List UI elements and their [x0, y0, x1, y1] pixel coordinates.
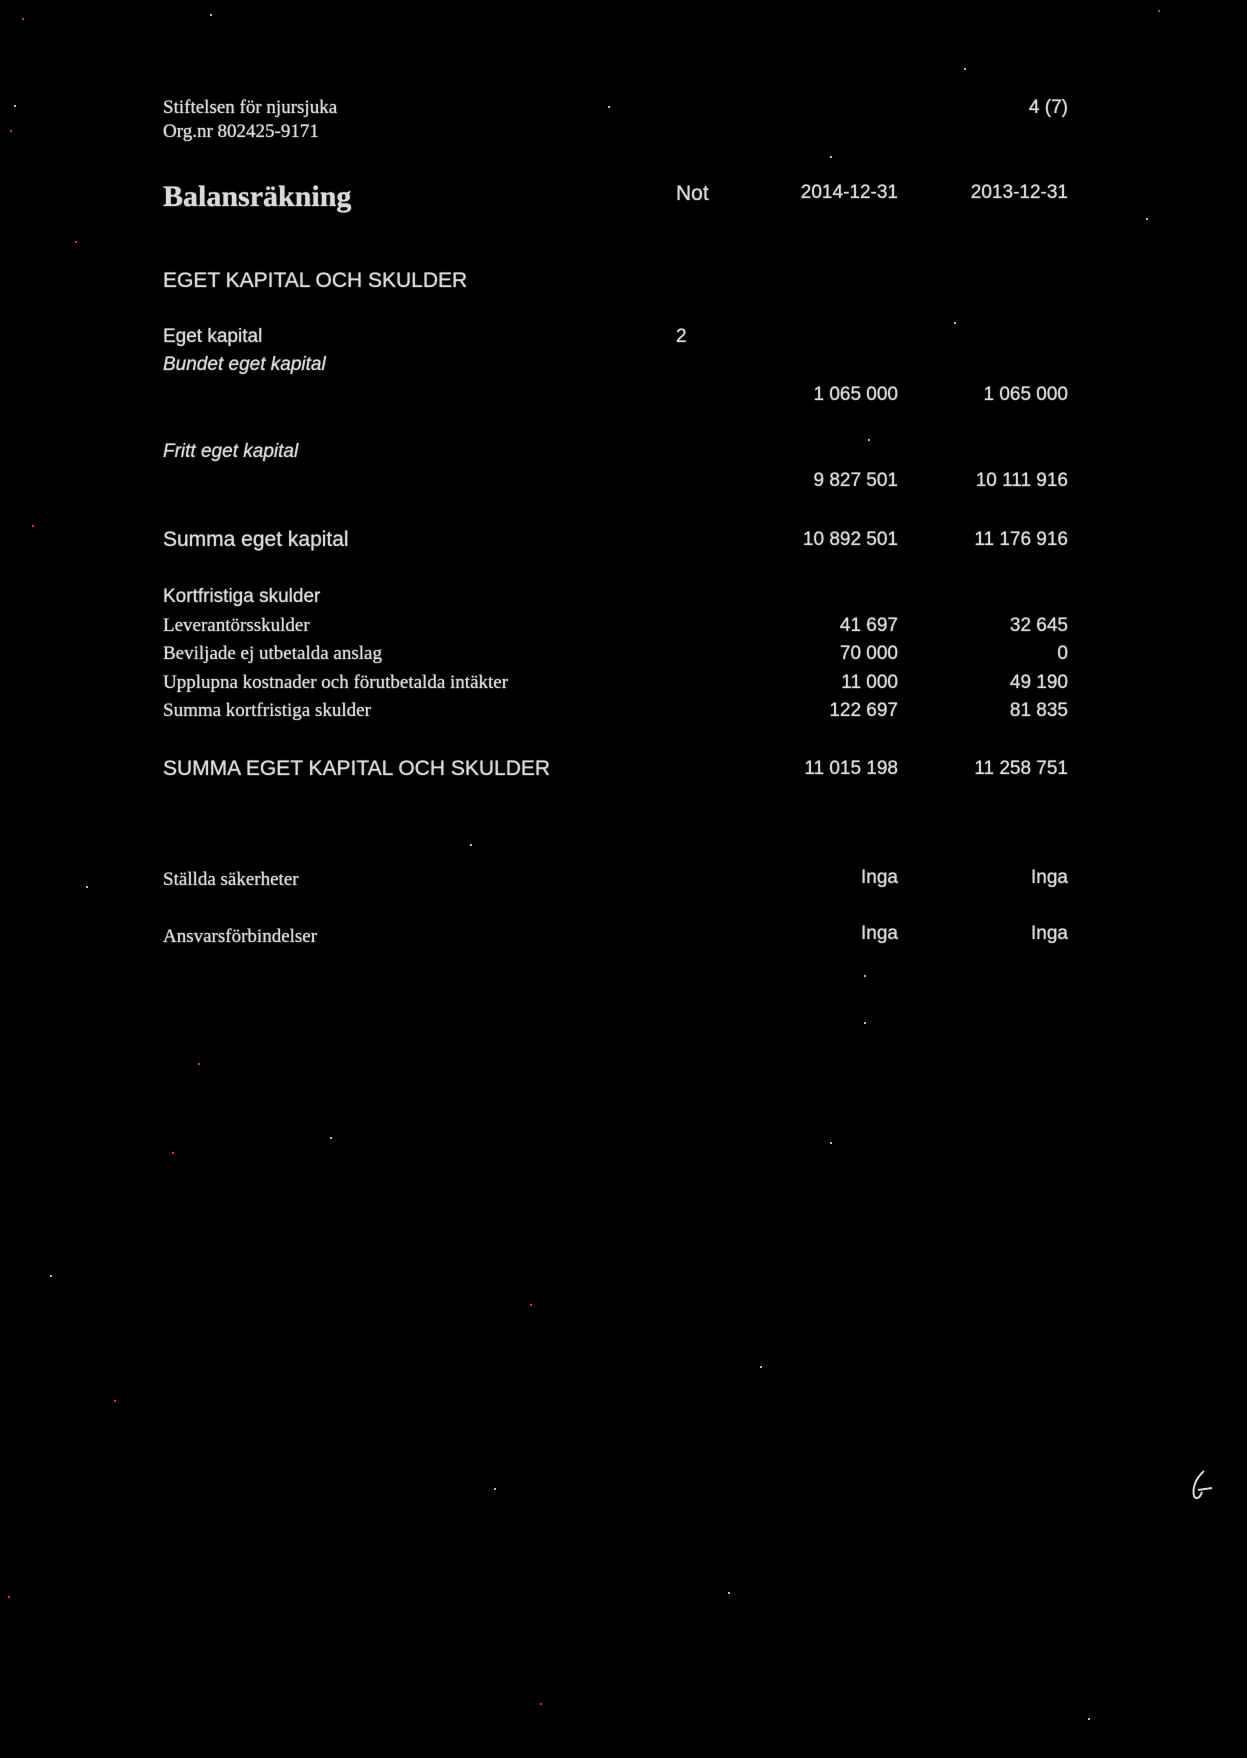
scan-speck	[728, 1592, 730, 1594]
column-header-not: Not	[676, 182, 709, 205]
signature-mark	[1186, 1468, 1216, 1502]
table-row-label: Summa kortfristiga skulder	[163, 700, 371, 721]
scan-speck	[10, 130, 12, 132]
scan-speck	[210, 14, 212, 16]
table-row-label: Upplupna kostnader och förutbetalda intäkter	[163, 672, 509, 693]
scan-speck	[198, 1063, 200, 1065]
scan-speck	[470, 844, 472, 846]
ansvarsforbindelser-2013: Inga	[1031, 923, 1068, 944]
summa-eget-kapital-och-skulder-2014: 11 015 198	[804, 758, 898, 779]
scan-speck	[172, 1152, 174, 1154]
scan-speck	[14, 105, 16, 107]
summa-eget-kapital-och-skulder-label: SUMMA EGET KAPITAL OCH SKULDER	[163, 757, 551, 780]
stallda-sakerheter-2014: Inga	[861, 867, 898, 888]
scan-speck	[608, 106, 610, 108]
bundet-eget-kapital-2014: 1 065 000	[813, 384, 898, 405]
scan-speck	[22, 18, 24, 20]
scan-speck	[530, 1304, 532, 1306]
page-number: 4 (7)	[1028, 97, 1068, 118]
table-row-2014: 70 000	[839, 643, 898, 664]
scan-speck	[8, 1596, 10, 1598]
table-row-2014: 11 000	[841, 672, 898, 693]
table-row-2013: 81 835	[1009, 700, 1068, 721]
section-heading: EGET KAPITAL OCH SKULDER	[163, 269, 468, 292]
scan-speck	[964, 68, 966, 70]
eget-kapital-note: 2	[676, 326, 687, 347]
table-row-2013: 0	[1057, 643, 1068, 664]
table-row-label: Beviljade ej utbetalda anslag	[163, 643, 382, 664]
stallda-sakerheter-label: Ställda säkerheter	[163, 869, 299, 890]
table-row-2013: 32 645	[1009, 615, 1068, 636]
table-row-2014: 122 697	[829, 700, 898, 721]
stallda-sakerheter-2013: Inga	[1031, 867, 1068, 888]
scan-speck	[1146, 218, 1148, 220]
ansvarsforbindelser-2014: Inga	[861, 923, 898, 944]
scan-speck	[864, 1022, 866, 1024]
summa-eget-kapital-2014: 10 892 501	[802, 529, 898, 550]
kortfristiga-skulder-heading: Kortfristiga skulder	[163, 586, 321, 607]
fritt-eget-kapital-2013: 10 111 916	[975, 470, 1068, 491]
scan-speck	[954, 322, 956, 324]
scan-speck	[864, 975, 866, 977]
summa-eget-kapital-2013: 11 176 916	[974, 529, 1068, 550]
eget-kapital-label: Eget kapital	[163, 326, 263, 347]
fritt-eget-kapital-2014: 9 827 501	[813, 470, 898, 491]
scan-speck	[760, 1366, 762, 1368]
scan-speck	[330, 1137, 332, 1139]
bundet-eget-kapital-2013: 1 065 000	[983, 384, 1068, 405]
fritt-eget-kapital-label: Fritt eget kapital	[163, 441, 299, 462]
table-row-2014: 41 697	[839, 615, 898, 636]
table-row-label: Leverantörsskulder	[163, 615, 310, 636]
page-title: Balansräkning	[163, 180, 352, 213]
scan-speck	[1088, 1718, 1090, 1720]
scan-speck	[75, 241, 77, 243]
scan-speck	[114, 1400, 116, 1402]
scan-speck	[1158, 10, 1160, 12]
bundet-eget-kapital-label: Bundet eget kapital	[163, 354, 326, 375]
scan-speck	[32, 525, 34, 527]
org-number: Org.nr 802425-9171	[163, 121, 319, 142]
column-header-2014: 2014-12-31	[800, 182, 898, 203]
scan-speck	[830, 156, 832, 158]
ansvarsforbindelser-label: Ansvarsförbindelser	[163, 926, 318, 947]
scan-speck	[540, 1703, 542, 1705]
scan-speck	[86, 886, 88, 888]
scan-speck	[868, 439, 870, 441]
summa-eget-kapital-och-skulder-2013: 11 258 751	[974, 758, 1068, 779]
column-header-2013: 2013-12-31	[970, 182, 1068, 203]
scan-speck	[830, 1142, 832, 1144]
scan-speck	[50, 1275, 52, 1277]
table-row-2013: 49 190	[1009, 672, 1068, 693]
org-name: Stiftelsen för njursjuka	[163, 97, 338, 118]
scan-speck	[494, 1488, 496, 1490]
summa-eget-kapital-label: Summa eget kapital	[163, 528, 349, 551]
